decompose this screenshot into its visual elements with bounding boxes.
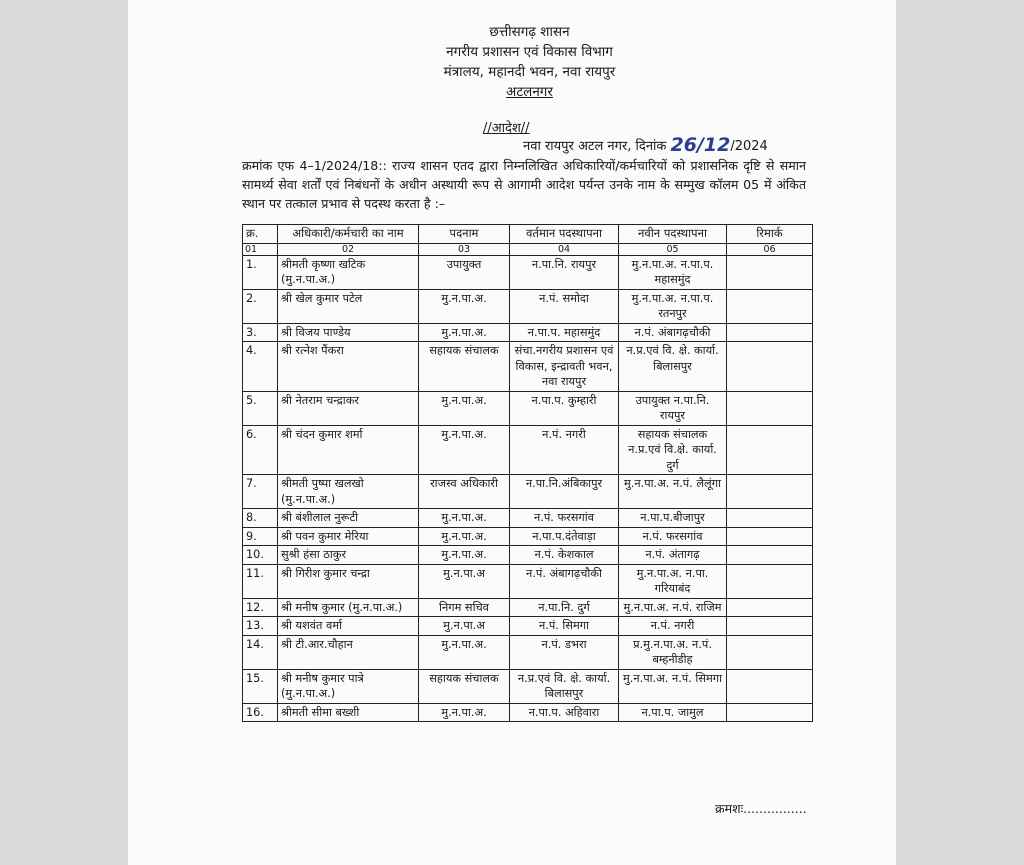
table-header-row xyxy=(243,225,813,244)
cell-current-posting: न.पा.नि. रायपुर xyxy=(510,255,619,289)
document-page xyxy=(128,0,896,865)
header-remark: रिमार्क xyxy=(727,225,813,244)
cell-name: श्री यशवंत वर्मा xyxy=(278,617,419,636)
column-number: 05 xyxy=(619,243,727,255)
cell-serial: 3. xyxy=(243,323,278,342)
header-designation: पदनाम xyxy=(419,225,510,244)
cell-serial: 10. xyxy=(243,546,278,565)
cell-name: श्री बंशीलाल नुरूटी xyxy=(278,509,419,528)
cell-name: श्रीमती पुष्पा खलखो (मु.न.पा.अ.) xyxy=(278,475,419,509)
date-prefix: नवा रायपुर अटल नगर, दिनांक xyxy=(523,139,667,154)
table-row xyxy=(243,703,813,722)
cell-remark xyxy=(727,527,813,546)
table-row xyxy=(243,564,813,598)
cell-name: श्री पवन कुमार मेरिया xyxy=(278,527,419,546)
cell-name: श्री चंदन कुमार शर्मा xyxy=(278,425,419,475)
cell-current-posting: न.प्र.एवं वि. क्षे. कार्या. बिलासपुर xyxy=(510,669,619,703)
cell-designation: मु.न.पा.अ. xyxy=(419,425,510,475)
cell-designation: निगम सचिव xyxy=(419,598,510,617)
cell-remark xyxy=(727,323,813,342)
cell-current-posting: न.पं. नगरी xyxy=(510,425,619,475)
table-row xyxy=(243,617,813,636)
table-row xyxy=(243,425,813,475)
date-line xyxy=(523,134,768,156)
cell-designation: मु.न.पा.अ. xyxy=(419,527,510,546)
column-number: 04 xyxy=(510,243,619,255)
cell-new-posting: न.पा.प. जामुल xyxy=(619,703,727,722)
cell-remark xyxy=(727,703,813,722)
cell-remark xyxy=(727,617,813,636)
order-title: //आदेश// xyxy=(483,121,530,136)
cell-designation: मु.न.पा.अ. xyxy=(419,546,510,565)
letterhead xyxy=(128,22,896,102)
cell-new-posting: न.पं. अंतागढ़ xyxy=(619,546,727,565)
header-name: अधिकारी/कर्मचारी का नाम xyxy=(278,225,419,244)
column-number-row xyxy=(243,243,813,255)
letterhead-government: छत्तीसगढ़ शासन xyxy=(489,24,570,40)
cell-new-posting: न.पं. नगरी xyxy=(619,617,727,636)
table-row xyxy=(243,546,813,565)
cell-designation: मु.न.पा.अ xyxy=(419,564,510,598)
letterhead-city: अटलनगर xyxy=(506,84,553,100)
cell-current-posting: न.पा.प. अहिवारा xyxy=(510,703,619,722)
cell-new-posting: न.पा.प.बीजापुर xyxy=(619,509,727,528)
cell-designation: उपायुक्त xyxy=(419,255,510,289)
cell-remark xyxy=(727,546,813,565)
cell-name: श्रीमती कृष्णा खटिक (मु.न.पा.अ.) xyxy=(278,255,419,289)
cell-new-posting: न.पं. अंबागढ़चौकी xyxy=(619,323,727,342)
cell-current-posting: न.पं. अंबागढ़चौकी xyxy=(510,564,619,598)
cell-current-posting: न.पा.नि. दुर्ग xyxy=(510,598,619,617)
cell-current-posting: न.पं. डभरा xyxy=(510,635,619,669)
cell-name: श्रीमती सीमा बख्शी xyxy=(278,703,419,722)
cell-remark xyxy=(727,255,813,289)
cell-serial: 9. xyxy=(243,527,278,546)
posting-table xyxy=(242,224,813,722)
cell-current-posting: न.पा.प. कुम्हारी xyxy=(510,391,619,425)
cell-serial: 14. xyxy=(243,635,278,669)
cell-current-posting: न.पं. फरसगांव xyxy=(510,509,619,528)
header-current-posting: वर्तमान पदस्थापना xyxy=(510,225,619,244)
header-new-posting: नवीन पदस्थापना xyxy=(619,225,727,244)
cell-name: श्री खेल कुमार पटेल xyxy=(278,289,419,323)
cell-current-posting: न.पा.प. महासमुंद xyxy=(510,323,619,342)
cell-name: श्री टी.आर.चौहान xyxy=(278,635,419,669)
column-number: 06 xyxy=(727,243,813,255)
letterhead-address: मंत्रालय, महानदी भवन, नवा रायपुर xyxy=(443,64,616,80)
cell-name: श्री गिरीश कुमार चन्द्रा xyxy=(278,564,419,598)
cell-serial: 1. xyxy=(243,255,278,289)
cell-designation: मु.न.पा.अ. xyxy=(419,703,510,722)
cell-new-posting: सहायक संचालक न.प्र.एवं वि.क्षे. कार्या. दुर्ग xyxy=(619,425,727,475)
cell-serial: 6. xyxy=(243,425,278,475)
cell-remark xyxy=(727,564,813,598)
cell-remark xyxy=(727,342,813,392)
cell-name: श्री रत्नेश पैंकरा xyxy=(278,342,419,392)
cell-designation: राजस्व अधिकारी xyxy=(419,475,510,509)
cell-new-posting: मु.न.पा.अ. न.पं. सिमगा xyxy=(619,669,727,703)
cell-serial: 8. xyxy=(243,509,278,528)
table-row xyxy=(243,289,813,323)
cell-remark xyxy=(727,598,813,617)
continued-marker: क्रमशः................ xyxy=(715,801,807,816)
cell-designation: मु.न.पा.अ. xyxy=(419,509,510,528)
cell-serial: 16. xyxy=(243,703,278,722)
cell-serial: 4. xyxy=(243,342,278,392)
table-row xyxy=(243,391,813,425)
cell-new-posting: उपायुक्त न.पा.नि. रायपुर xyxy=(619,391,727,425)
cell-name: श्री मनीष कुमार (मु.न.पा.अ.) xyxy=(278,598,419,617)
table-row xyxy=(243,255,813,289)
cell-serial: 7. xyxy=(243,475,278,509)
cell-remark xyxy=(727,289,813,323)
column-number: 01 xyxy=(243,243,278,255)
cell-current-posting: न.पा.प.दंतेवाड़ा xyxy=(510,527,619,546)
cell-serial: 11. xyxy=(243,564,278,598)
cell-new-posting: मु.न.पा.अ. न.पं. राजिम xyxy=(619,598,727,617)
cell-designation: मु.न.पा.अ. xyxy=(419,635,510,669)
cell-new-posting: प्र.मु.न.पा.अ. न.पं. बम्हनीडीह xyxy=(619,635,727,669)
column-number: 03 xyxy=(419,243,510,255)
cell-new-posting: न.प्र.एवं वि. क्षे. कार्या. बिलासपुर xyxy=(619,342,727,392)
cell-remark xyxy=(727,669,813,703)
cell-new-posting: मु.न.पा.अ. न.पा.प. रतनपुर xyxy=(619,289,727,323)
cell-current-posting: न.पं. केशकाल xyxy=(510,546,619,565)
cell-designation: मु.न.पा.अ. xyxy=(419,323,510,342)
cell-new-posting: मु.न.पा.अ. न.पा. गरियाबंद xyxy=(619,564,727,598)
table-row xyxy=(243,475,813,509)
cell-name: श्री मनीष कुमार पात्रे (मु.न.पा.अ.) xyxy=(278,669,419,703)
handwritten-date: 26/12 xyxy=(670,134,731,156)
table-row xyxy=(243,527,813,546)
cell-current-posting: संचा.नगरीय प्रशासन एवं विकास, इन्द्रावती भवन, नवा रायपुर xyxy=(510,342,619,392)
cell-remark xyxy=(727,509,813,528)
cell-remark xyxy=(727,635,813,669)
cell-designation: मु.न.पा.अ. xyxy=(419,289,510,323)
table-row xyxy=(243,323,813,342)
table-row xyxy=(243,342,813,392)
column-number: 02 xyxy=(278,243,419,255)
cell-serial: 12. xyxy=(243,598,278,617)
cell-name: श्री नेतराम चन्द्राकर xyxy=(278,391,419,425)
cell-remark xyxy=(727,475,813,509)
date-year: /2024 xyxy=(730,139,768,154)
cell-new-posting: मु.न.पा.अ. न.पा.प. महासमुंद xyxy=(619,255,727,289)
cell-serial: 2. xyxy=(243,289,278,323)
cell-remark xyxy=(727,425,813,475)
table-row xyxy=(243,669,813,703)
cell-designation: सहायक संचालक xyxy=(419,669,510,703)
cell-serial: 5. xyxy=(243,391,278,425)
cell-current-posting: न.पा.नि.अंबिकापुर xyxy=(510,475,619,509)
cell-current-posting: न.पं. सिमगा xyxy=(510,617,619,636)
table-row xyxy=(243,509,813,528)
cell-serial: 13. xyxy=(243,617,278,636)
cell-designation: सहायक संचालक xyxy=(419,342,510,392)
cell-current-posting: न.पं. समोदा xyxy=(510,289,619,323)
cell-serial: 15. xyxy=(243,669,278,703)
cell-name: सुश्री हंसा ठाकुर xyxy=(278,546,419,565)
letterhead-department: नगरीय प्रशासन एवं विकास विभाग xyxy=(446,44,613,60)
order-paragraph: क्रमांक एफ 4–1/2024/18:: राज्य शासन एतद द्वारा निम्नलिखित अधिकारियों/कर्मचारियों को प्रशासनिक दृष्टि से समान सामर्थ्य सेवा शर्तों एवं निबंधनों के अधीन अस्थायी रूप से आगामी आदेश पर्यन्त उनके नाम के सम्मुख कॉलम 05 में अंकित स्थान पर तत्काल प्रभाव से पदस्थ करता है :– xyxy=(242,158,806,211)
cell-designation: मु.न.पा.अ. xyxy=(419,391,510,425)
cell-new-posting: न.पं. फरसगांव xyxy=(619,527,727,546)
cell-remark xyxy=(727,391,813,425)
table-row xyxy=(243,598,813,617)
cell-designation: मु.न.पा.अ xyxy=(419,617,510,636)
header-serial: क्र. xyxy=(243,225,278,244)
cell-name: श्री विजय पाण्डेय xyxy=(278,323,419,342)
table-row xyxy=(243,635,813,669)
cell-new-posting: मु.न.पा.अ. न.पं. लैलूंगा xyxy=(619,475,727,509)
